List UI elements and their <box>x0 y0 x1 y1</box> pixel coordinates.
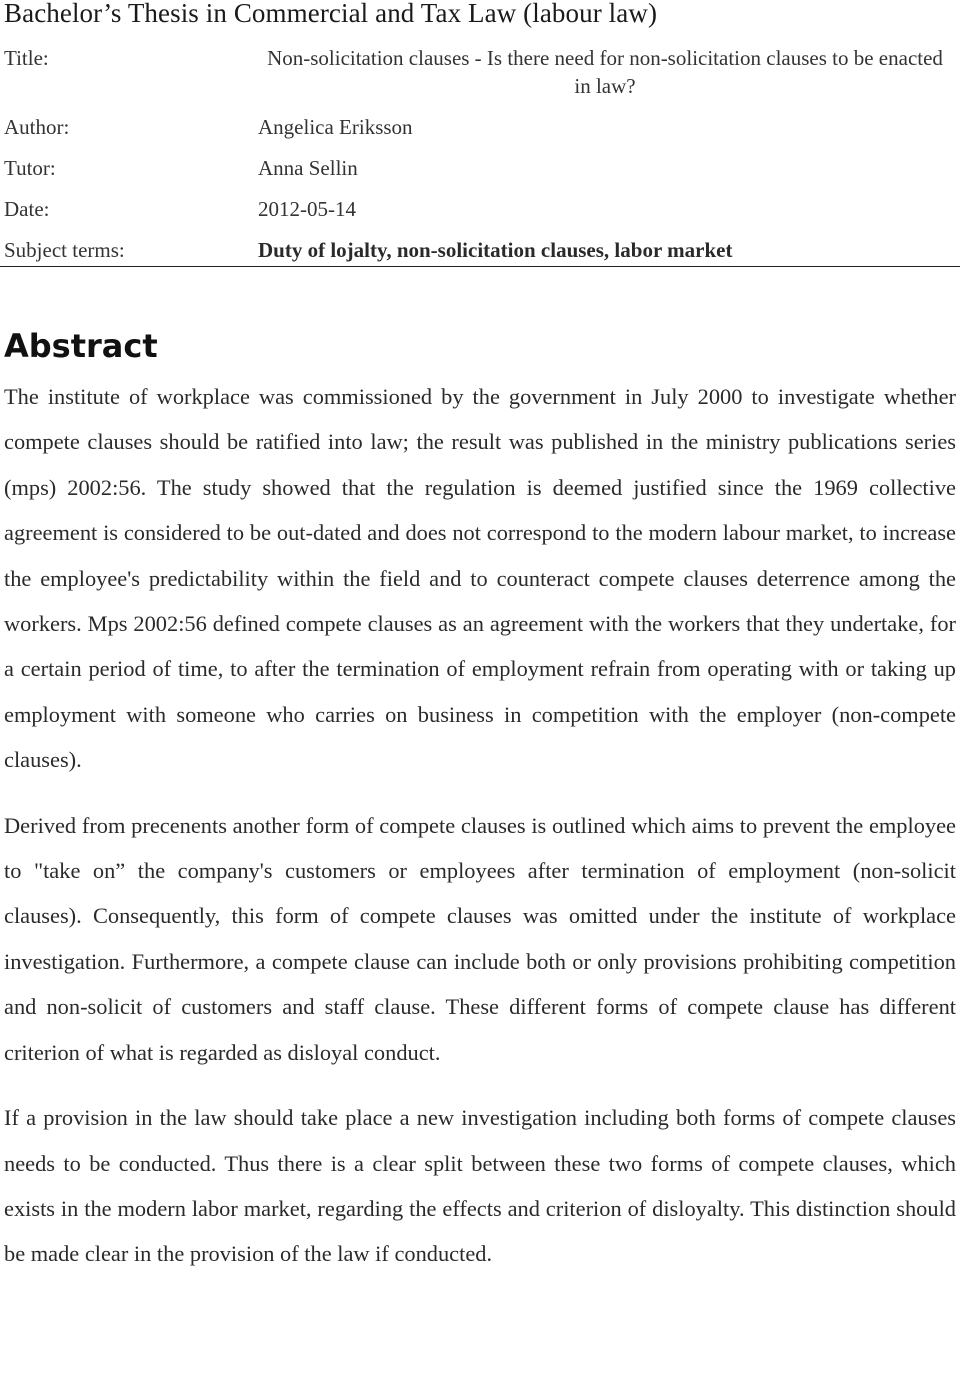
date-label: Date: <box>4 197 50 221</box>
abstract-paragraph: The institute of workplace was commissioned by the government in July 2000 to investigate whether compete clauses should be ratified into law; the result was published in the ministry publications series (mps) 2002:56. The study showed that the regulation is deemed justified since the 1969 collective agreement is considered to be out-dated and does not correspond to the modern labour market, to increase the employee's predictability within the field and to counteract compete clauses deterrence among the workers. Mps 2002:56 defined compete clauses as an agreement with the workers that they undertake, for a certain period of time, to after the termination of employment refrain from operating with or taking up employment with someone who carries on business in competition with the employer (non-compete clauses). <box>4 384 956 773</box>
abstract-body <box>4 374 956 1297</box>
title-value: Non-solicitation clauses - Is there need for non-solicitation clauses to be enacted in law? <box>267 46 943 98</box>
header-divider <box>0 266 960 267</box>
author-value: Angelica Eriksson <box>258 115 413 139</box>
author-label: Author: <box>4 115 70 139</box>
subject-terms-value: Duty of lojalty, non-solicitation clauses, labor market <box>258 238 733 262</box>
abstract-heading: Abstract <box>4 327 158 365</box>
tutor-value: Anna Sellin <box>258 156 358 180</box>
document-heading: Bachelor’s Thesis in Commercial and Tax Law (labour law) <box>4 0 658 28</box>
date-value: 2012-05-14 <box>258 197 356 221</box>
tutor-label: Tutor: <box>4 156 56 180</box>
subject-terms-label: Subject terms: <box>4 238 125 262</box>
title-label: Title: <box>4 46 49 70</box>
abstract-paragraph: If a provision in the law should take place a new investigation including both forms of compete clauses needs to be conducted. Thus there is a clear split between these two forms of compete clauses, which exists in the modern labor market, regarding the effects and criterion of disloyalty. This distinction should be made clear in the provision of the law if conducted. <box>4 1105 956 1267</box>
abstract-paragraph: Derived from precenents another form of compete clauses is outlined which aims to prevent the employee to "take on” the company's customers or employees after termination of employment (non-solicit clauses). Consequently, this form of compete clauses was omitted under the institute of workplace investigation. Furthermore, a compete clause can include both or only provisions prohibiting competition and non-solicit of customers and staff clause. These different forms of compete clause has different criterion of what is regarded as disloyal conduct. <box>4 812 956 1065</box>
